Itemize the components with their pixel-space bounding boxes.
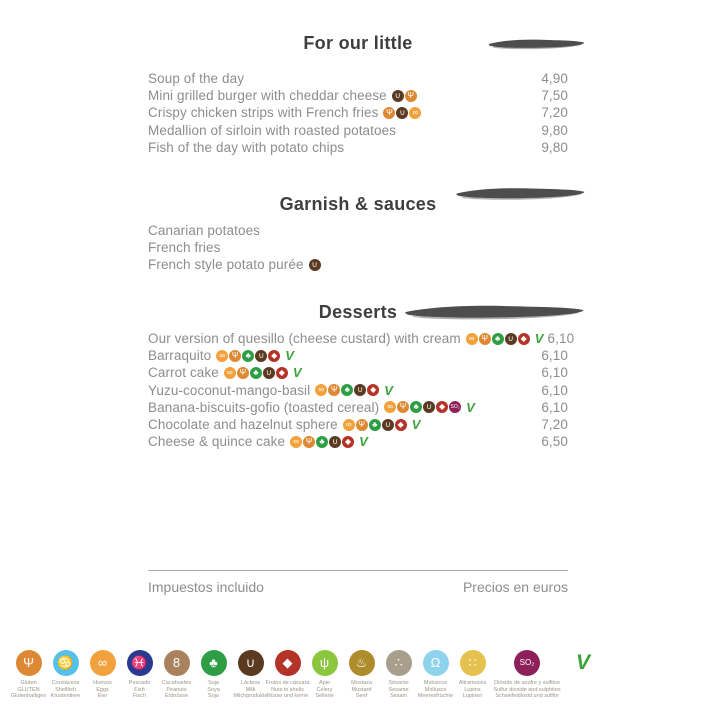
- section-title: For our little: [303, 33, 413, 53]
- allergen-icons: [466, 330, 544, 347]
- legend-labels: Lácteos Milk Milchprodukte: [233, 680, 268, 699]
- legend-item-celery: [306, 650, 343, 700]
- milk-icon: ∪: [255, 350, 267, 362]
- legend-item-peanuts: [158, 650, 195, 700]
- allergen-icons: [290, 433, 368, 450]
- nuts-icon: ◆: [342, 436, 354, 448]
- allergen-icons: [392, 90, 417, 102]
- vegetarian-icon: V: [384, 382, 394, 398]
- soya-icon: ♣: [242, 350, 254, 362]
- vegetarian-icon: V: [534, 331, 544, 346]
- dish-price: 6,10: [541, 348, 568, 364]
- soya-icon: ♣: [410, 401, 422, 413]
- menu-item: [148, 104, 568, 121]
- milk-icon: ∪: [354, 384, 366, 396]
- section-garnish-sauces: [148, 194, 568, 274]
- legend-item-vegetarian: [563, 650, 603, 676]
- eggs-icon: ∞: [466, 333, 478, 345]
- menu-item: [148, 87, 568, 104]
- section-title: Garnish & sauces: [279, 194, 437, 214]
- legend-item-sesame: [380, 650, 417, 700]
- milk-icon: ∪: [396, 107, 408, 119]
- legend-labels: Huevos Eggs Eier: [93, 680, 112, 699]
- gluten-icon: Ψ: [405, 90, 417, 102]
- nuts-icon: ◆: [276, 367, 288, 379]
- dish-name: Cheese & quince cake: [148, 434, 286, 450]
- dish-name: Crispy chicken strips with French fries: [148, 105, 379, 121]
- dish-name: Fish of the day with potato chips: [148, 139, 345, 155]
- soya-icon: ♣: [492, 333, 504, 345]
- milk-icon: ∪: [382, 419, 394, 431]
- celery-icon: ψ: [312, 650, 338, 676]
- dish-name: Barraquito: [148, 348, 212, 364]
- menu-item: [148, 239, 568, 256]
- allergen-icons: [384, 399, 475, 416]
- section-title: Desserts: [318, 302, 398, 322]
- legend-item-sulphites: [491, 650, 563, 700]
- menu-item: [148, 256, 568, 273]
- currency-note: Precios en euros: [462, 579, 568, 595]
- soya-icon: ♣: [341, 384, 353, 396]
- dish-name: Medallion of sirloin with roasted potatoes: [148, 122, 397, 138]
- soya-icon: ♣: [250, 367, 262, 379]
- vegetarian-icon: V: [575, 651, 590, 674]
- eggs-icon: ∞: [290, 436, 302, 448]
- vegetarian-icon: V: [359, 434, 368, 450]
- legend-labels: Cacahuetes Peanuts Erdnüsse: [161, 680, 192, 699]
- soya-icon: ♣: [201, 650, 227, 676]
- nuts-icon: ◆: [436, 401, 448, 413]
- legend-item-lupins: [454, 650, 491, 700]
- menu-item: [148, 139, 568, 156]
- gluten-icon: Ψ: [303, 436, 315, 448]
- gluten-icon: Ψ: [328, 384, 340, 396]
- dish-price: 6,10: [541, 382, 568, 398]
- legend-labels: Moluscos Molluscs Meeresfrüchte: [417, 680, 454, 699]
- nuts-icon: ◆: [268, 350, 280, 362]
- milk-icon: ∪: [505, 333, 517, 345]
- allergen-icons: [216, 347, 294, 364]
- gluten-icon: Ψ: [229, 350, 241, 362]
- allergen-icons: [224, 364, 302, 381]
- nuts-icon: ◆: [518, 333, 530, 345]
- vegetarian-icon: V: [285, 348, 295, 364]
- eggs-icon: ∞: [409, 107, 421, 119]
- lupins-icon: ∷: [460, 650, 486, 676]
- soya-icon: ♣: [369, 419, 381, 431]
- dish-name: French style potato purée: [148, 257, 304, 273]
- menu-items: [148, 330, 575, 450]
- gluten-icon: Ψ: [356, 419, 368, 431]
- dish-price: 7,50: [541, 88, 568, 104]
- legend-item-soya: [195, 650, 232, 700]
- menu-item: [148, 122, 568, 139]
- dish-price: 6,10: [547, 331, 575, 346]
- allergen-icons: [315, 382, 393, 399]
- sulphites-icon: SO₂: [449, 401, 461, 413]
- dish-price: 7,20: [541, 105, 568, 121]
- mustard-icon: ♨: [349, 650, 375, 676]
- legend-item-shellfish: [47, 650, 84, 700]
- dish-name: Chocolate and hazelnut sphere: [148, 417, 338, 433]
- dish-name: Our version of quesillo (cheese custard) with cream: [148, 331, 461, 346]
- dish-price: 6,50: [541, 434, 568, 450]
- dish-price: 6,10: [541, 365, 568, 381]
- menu-item: [148, 433, 568, 450]
- legend-labels: Mostaza Mustard Senf: [351, 680, 372, 699]
- menu-item: [148, 399, 568, 416]
- vegetarian-icon: V: [411, 417, 421, 433]
- menu-items: [148, 70, 568, 156]
- legend-labels: Apio Celery Sellerie: [315, 680, 334, 699]
- vegetarian-icon: V: [292, 365, 302, 381]
- legend-item-eggs: [84, 650, 121, 700]
- menu-item: [148, 222, 568, 239]
- menu-item: [148, 347, 568, 364]
- dish-price: 4,90: [541, 71, 568, 86]
- legend-labels: Dióxido de azufre y sulfitos Sulfur dioxide and sulphites Schwefeldioxid und sulfite: [493, 680, 561, 699]
- allergen-icons: [383, 107, 421, 119]
- legend-item-nuts: [265, 650, 310, 700]
- dish-name: Yuzu-coconut-mango-basil: [148, 382, 311, 398]
- eggs-icon: ∞: [216, 350, 228, 362]
- gluten-icon: Ψ: [237, 367, 249, 379]
- eggs-icon: ∞: [343, 419, 355, 431]
- dish-price: 7,20: [541, 417, 568, 433]
- milk-icon: ∪: [263, 367, 275, 379]
- section-desserts: [148, 302, 575, 450]
- dish-name: Mini grilled burger with cheddar cheese: [148, 88, 387, 104]
- fish-icon: ♓: [127, 650, 153, 676]
- nuts-icon: ◆: [275, 650, 301, 676]
- dish-name: Banana-biscuits-gofio (toasted cereal): [148, 399, 380, 415]
- gluten-icon: Ψ: [16, 650, 42, 676]
- legend-labels: Crustáceos Shellfish Krustentiere: [50, 680, 81, 699]
- eggs-icon: ∞: [224, 367, 236, 379]
- sulphites-icon: SO₂: [514, 650, 540, 676]
- gluten-icon: Ψ: [479, 333, 491, 345]
- shellfish-icon: ♋: [53, 650, 79, 676]
- menu-item: [148, 382, 568, 399]
- legend-item-molluscs: [417, 650, 454, 700]
- dish-price: 6,10: [541, 399, 568, 415]
- nuts-icon: ◆: [395, 419, 407, 431]
- footer-divider: [148, 570, 568, 571]
- sesame-icon: ∴: [386, 650, 412, 676]
- menu-item: [148, 70, 568, 87]
- molluscs-icon: Ω: [423, 650, 449, 676]
- legend-labels: Frutos de cáscara Nuts in shells Nüsse und kerne: [265, 680, 310, 699]
- legend-item-milk: [232, 650, 269, 700]
- allergen-icons: [343, 416, 421, 433]
- gluten-icon: Ψ: [397, 401, 409, 413]
- nuts-icon: ◆: [367, 384, 379, 396]
- milk-icon: ∪: [329, 436, 341, 448]
- eggs-icon: ∞: [315, 384, 327, 396]
- eggs-icon: ∞: [384, 401, 396, 413]
- legend-labels: Altramuces Lupins Lupinen: [458, 680, 487, 699]
- milk-icon: ∪: [392, 90, 404, 102]
- legend-item-fish: [121, 650, 158, 700]
- peanuts-icon: 8: [164, 650, 190, 676]
- section-for-our-little: [148, 33, 568, 156]
- dish-name: Canarian potatoes: [148, 223, 261, 238]
- dish-name: Carrot cake: [148, 365, 219, 381]
- menu-item: [148, 416, 568, 433]
- dish-price: 9,80: [541, 122, 568, 138]
- legend-item-gluten: [10, 650, 47, 700]
- dish-price: 9,80: [541, 139, 568, 155]
- menu-item: [148, 364, 568, 381]
- milk-icon: ∪: [309, 259, 321, 271]
- milk-icon: ∪: [238, 650, 264, 676]
- legend-labels: Gluten GLUTEN Glutenhaltiges: [10, 680, 47, 699]
- allergen-icons: [309, 259, 321, 271]
- legend-labels: Pescado Fish Fisch: [128, 680, 151, 699]
- vegetarian-icon: V: [466, 399, 475, 415]
- taxes-note: Impuestos incluido: [148, 579, 264, 595]
- dish-name: French fries: [148, 240, 221, 256]
- legend-item-mustard: [343, 650, 380, 700]
- dish-name: Soup of the day: [148, 71, 245, 86]
- soya-icon: ♣: [316, 436, 328, 448]
- menu-items: [148, 222, 568, 274]
- gluten-icon: Ψ: [383, 107, 395, 119]
- menu-item: [148, 330, 575, 347]
- milk-icon: ∪: [423, 401, 435, 413]
- legend-labels: Sésamo Sesame Sesam: [388, 680, 409, 699]
- allergen-legend: [10, 650, 603, 700]
- legend-labels: Soja Soya Soja: [207, 680, 220, 699]
- eggs-icon: ∞: [90, 650, 116, 676]
